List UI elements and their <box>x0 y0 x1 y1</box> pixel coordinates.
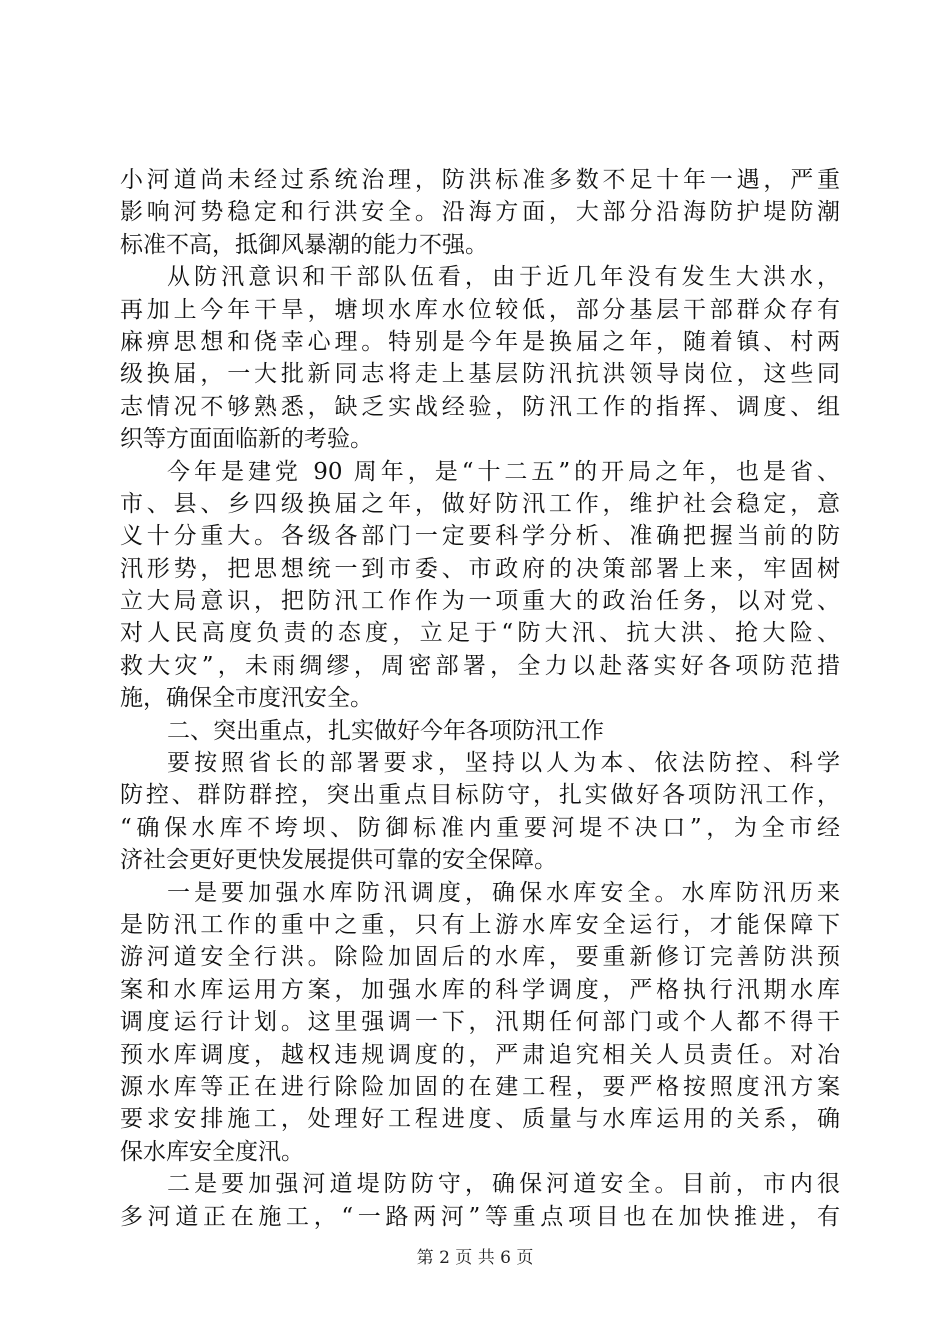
text-line: 防控、群防群控，突出重点目标防守，扎实做好各项防汛工作， <box>120 782 840 809</box>
text-line: 义十分重大。各级各部门一定要科学分析、准确把握当前的防 <box>120 523 840 550</box>
paragraph-start-line: 今年是建党 90 周年，是“十二五”的开局之年，也是省、 <box>167 458 840 485</box>
text-line: “确保水库不垮坝、防御标准内重要河堤不决口”，为全市经 <box>120 814 840 841</box>
paragraph-start-line: 从防汛意识和干部队伍看，由于近几年没有发生大洪水， <box>167 264 840 291</box>
paragraph-start-line: 要按照省长的部署要求，坚持以人为本、依法防控、科学 <box>167 750 840 777</box>
text-line: 标准不高，抵御风暴潮的能力不强。 <box>120 231 488 258</box>
text-line: 游河道安全行洪。除险加固后的水库，要重新修订完善防洪预 <box>120 944 840 971</box>
text-line: 对人民高度负责的态度，立足于“防大汛、抗大洪、抢大险、 <box>120 620 840 647</box>
text-line: 救大灾”，未雨绸缪，周密部署，全力以赴落实好各项防范措 <box>120 652 840 679</box>
text-line: 影响河势稳定和行洪安全。沿海方面，大部分沿海防护堤防潮 <box>120 199 840 226</box>
page-number-footer: 第 2 页 共 6 页 <box>416 1248 534 1268</box>
text-line: 再加上今年干旱，塘坝水库水位较低，部分基层干部群众存有 <box>120 296 840 323</box>
text-line: 案和水库运用方案，加强水库的科学调度，严格执行汛期水库 <box>120 976 840 1003</box>
text-line: 保水库安全度汛。 <box>120 1138 304 1165</box>
text-line: 源水库等正在进行除险加固的在建工程，要严格按照度汛方案 <box>120 1073 840 1100</box>
text-line: 立大局意识，把防汛工作作为一项重大的政治任务，以对党、 <box>120 588 840 615</box>
text-line: 织等方面面临新的考验。 <box>120 426 373 453</box>
text-line: 济社会更好更快发展提供可靠的安全保障。 <box>120 847 557 874</box>
text-line: 麻痹思想和侥幸心理。特别是今年是换届之年，随着镇、村两 <box>120 328 840 355</box>
text-line: 多河道正在施工，“一路两河”等重点项目也在加快推进，有 <box>120 1203 840 1230</box>
text-line: 是防汛工作的重中之重，只有上游水库安全运行，才能保障下 <box>120 911 840 938</box>
text-line: 调度运行计划。这里强调一下，汛期任何部门或个人都不得干 <box>120 1009 840 1036</box>
text-line: 汛形势，把思想统一到市委、市政府的决策部署上来，牢固树 <box>120 555 840 582</box>
paragraph-start-line: 二是要加强河道堤防防守，确保河道安全。目前，市内很 <box>167 1171 840 1198</box>
text-line: 预水库调度，越权违规调度的，严肃追究相关人员责任。对冶 <box>120 1041 840 1068</box>
text-line: 级换届，一大批新同志将走上基层防汛抗洪领导岗位，这些同 <box>120 361 840 388</box>
text-line: 施，确保全市度汛安全。 <box>120 685 373 712</box>
text-line: 市、县、乡四级换届之年，做好防汛工作，维护社会稳定，意 <box>120 490 840 517</box>
text-line: 要求安排施工，处理好工程进度、质量与水库运用的关系，确 <box>120 1106 840 1133</box>
paragraph-start-line: 一是要加强水库防汛调度，确保水库安全。水库防汛历来 <box>167 879 840 906</box>
document-body <box>120 164 840 1233</box>
section-heading: 二、突出重点，扎实做好今年各项防汛工作 <box>167 717 604 744</box>
text-line: 志情况不够熟悉，缺乏实战经验，防汛工作的指挥、调度、组 <box>120 393 840 420</box>
text-line: 小河道尚未经过系统治理，防洪标准多数不足十年一遇，严重 <box>120 167 840 193</box>
